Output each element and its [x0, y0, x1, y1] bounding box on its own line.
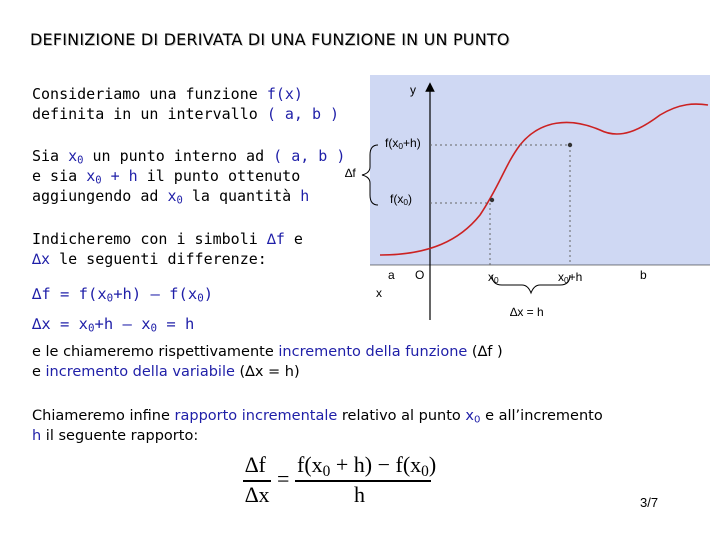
x0-symbol: $x_0$	[465, 408, 481, 426]
x0-plus-h: $x_0 + h$	[86, 167, 138, 187]
label-fx0h: $f(x_0+h)$	[385, 136, 421, 152]
point-x0h	[568, 143, 572, 147]
point-line-2	[32, 166, 300, 186]
label-fx0: $f(x_0)$	[390, 192, 413, 208]
incr-text: e	[32, 364, 46, 380]
fraction-equals: =	[277, 466, 290, 491]
label-origin: O	[415, 268, 425, 282]
formula-delta-f: $\Delta f = f(x_0+h) - f(x_0)$	[32, 285, 214, 305]
fraction-den-deltax: ∆x	[245, 482, 270, 507]
symbols-text: le seguenti differenze:	[50, 250, 267, 268]
h-symbol: h	[300, 187, 310, 205]
point-text: un punto interno ad	[83, 147, 274, 165]
ratio-line-2	[32, 426, 198, 446]
incr-line-2	[32, 362, 300, 382]
graph-background	[370, 75, 710, 265]
label-delta-x: ∆x = h	[510, 305, 544, 319]
y-axis-label: y	[410, 83, 416, 97]
interval-ab: ( a, b )	[273, 147, 346, 165]
fraction-den-h: h	[354, 482, 365, 507]
function-increment-term: incremento della funzione	[278, 344, 468, 360]
ratio-text: il seguente rapporto:	[41, 428, 199, 444]
symbols-text: e	[284, 230, 303, 248]
intro-text-2: definita in un intervallo	[32, 105, 267, 123]
ratio-text: relativo al punto	[337, 408, 466, 424]
intro-text: Consideriamo una funzione	[32, 85, 267, 103]
ratio-term: rapporto incrementale	[174, 408, 338, 424]
incr-text: (∆f )	[467, 344, 503, 360]
variable-increment-term: incremento della variabile	[45, 364, 235, 380]
symbols-text: Indicheremo con i simboli	[32, 230, 267, 248]
label-x0: $x_0$	[488, 270, 499, 286]
h-symbol: h	[32, 428, 42, 444]
formula-delta-x: $\Delta x = x_0+h - x_0 = h$	[32, 315, 195, 335]
x-axis-label: x	[376, 286, 382, 300]
point-text: la quantità	[182, 187, 301, 205]
point-text: e sia	[32, 167, 87, 185]
page-title: DEFINIZIONE DI DERIVATA DI UNA FUNZIONE IN UN PUNTO	[30, 30, 510, 49]
fraction-num-deltaf: ∆f	[245, 452, 266, 477]
point-line-3	[32, 186, 309, 206]
delta-f-symbol: ∆f	[266, 230, 285, 248]
point-text: aggiungendo ad	[32, 187, 168, 205]
interval-ab: ( a, b )	[266, 105, 340, 123]
point-text: Sia	[32, 147, 69, 165]
ratio-line-1	[32, 406, 603, 426]
label-b: b	[640, 268, 647, 282]
page-number: 3/7	[640, 495, 659, 510]
intro-line-1	[32, 84, 303, 104]
fraction-num-difference: $f(x_0 + h) - f(x_0)$	[297, 452, 437, 480]
delta-x-symbol: ∆x	[32, 250, 51, 268]
incr-text: (∆x = h)	[234, 364, 300, 380]
point-x0	[490, 198, 494, 202]
x0-symbol: $x_0$	[167, 187, 183, 207]
point-text: il punto ottenuto	[137, 167, 301, 185]
intro-line-2	[32, 104, 339, 124]
function-fx: f(x)	[266, 85, 303, 103]
symbols-line-2	[32, 249, 267, 269]
label-delta-f: ∆f	[345, 166, 356, 180]
symbols-line-1	[32, 229, 303, 249]
point-line-1	[32, 146, 345, 166]
incr-line-1	[32, 342, 503, 362]
ratio-text: Chiameremo infine	[32, 408, 175, 424]
label-x0h: $x_0+h$	[558, 270, 583, 286]
label-a: a	[388, 268, 395, 282]
x0-symbol: $x_0$	[68, 147, 84, 167]
ratio-text: e all’incremento	[480, 408, 603, 424]
incr-text: e le chiameremo rispettivamente	[32, 344, 279, 360]
